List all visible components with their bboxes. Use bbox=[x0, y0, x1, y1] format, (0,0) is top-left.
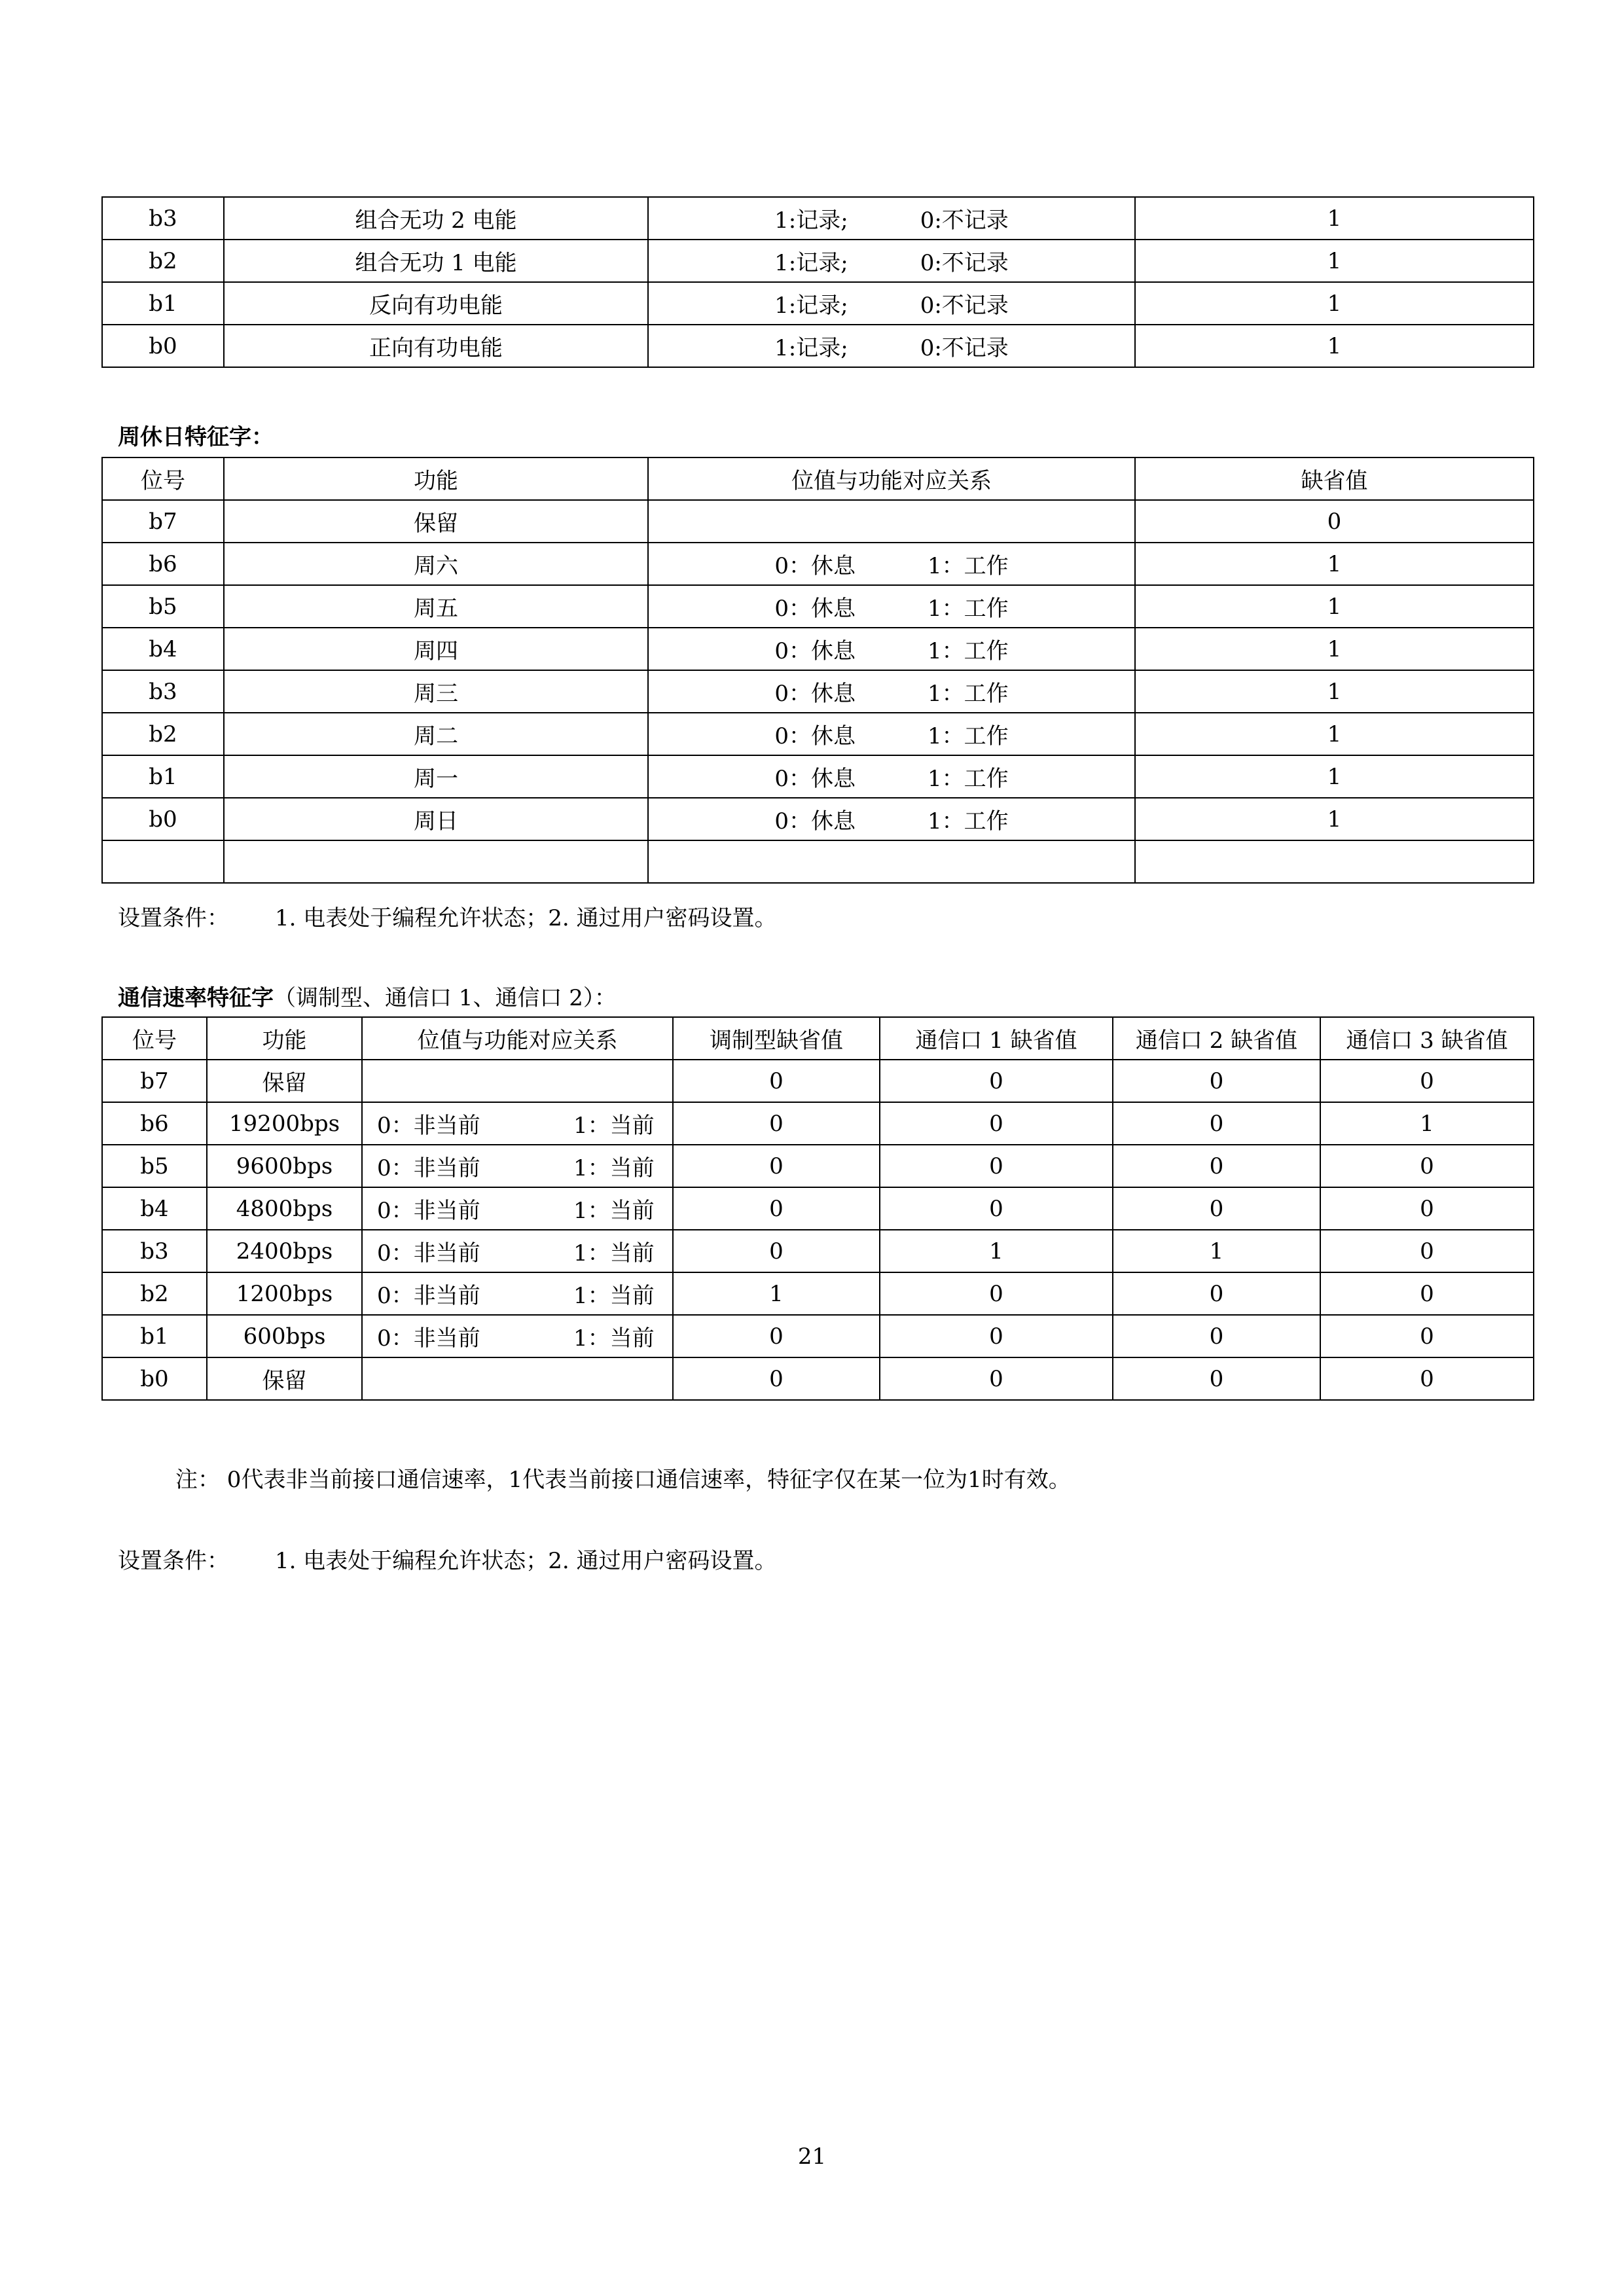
cell-function: 反向有功电能 bbox=[224, 282, 648, 325]
table-row bbox=[102, 1102, 1534, 1145]
condition-text: 1. 电表处于编程允许状态；2. 通过用户密码设置。 bbox=[275, 1548, 777, 1574]
relation-b: 1：工作 bbox=[928, 808, 1009, 834]
cell-port3: 0 bbox=[1320, 1060, 1534, 1102]
cell-port2: 0 bbox=[1113, 1060, 1320, 1102]
header-function: 功能 bbox=[224, 457, 648, 500]
heading-text-bold: 通信速率特征字 bbox=[118, 985, 274, 1011]
cell-default: 0 bbox=[1135, 500, 1534, 543]
cell-port3: 0 bbox=[1320, 1187, 1534, 1230]
cell-function: 周二 bbox=[224, 713, 648, 755]
relation-a: 1:记录; bbox=[774, 250, 848, 276]
cell-modulated: 0 bbox=[673, 1230, 880, 1272]
relation-a: 0：休息 bbox=[774, 681, 856, 707]
cell-function: 600bps bbox=[207, 1315, 362, 1357]
heading-text: 周休日特征字： bbox=[118, 424, 274, 450]
table-row bbox=[102, 840, 1534, 883]
header-bit: 位号 bbox=[102, 457, 224, 500]
header-function: 功能 bbox=[207, 1017, 362, 1060]
cell-bit: b2 bbox=[102, 1272, 207, 1315]
cell-relation bbox=[362, 1230, 673, 1272]
cell-relation bbox=[648, 840, 1135, 883]
cell-function: 周五 bbox=[224, 585, 648, 628]
relation-b: 0:不记录 bbox=[920, 207, 1009, 234]
cell-port2: 0 bbox=[1113, 1357, 1320, 1400]
cell-port2: 1 bbox=[1113, 1230, 1320, 1272]
cell-function: 保留 bbox=[207, 1357, 362, 1400]
condition-text: 1. 电表处于编程允许状态；2. 通过用户密码设置。 bbox=[275, 905, 777, 931]
page-number: 21 bbox=[797, 2144, 827, 2170]
cell-function: 保留 bbox=[207, 1060, 362, 1102]
cell-port2: 0 bbox=[1113, 1187, 1320, 1230]
cell-modulated: 0 bbox=[673, 1102, 880, 1145]
cell-port1: 0 bbox=[880, 1357, 1113, 1400]
relation-b: 0:不记录 bbox=[920, 250, 1009, 276]
cell-default: 1 bbox=[1135, 197, 1534, 240]
cell-relation bbox=[648, 282, 1135, 325]
relation-b: 1：工作 bbox=[928, 596, 1009, 622]
table-row bbox=[102, 1272, 1534, 1315]
cell-default: 1 bbox=[1135, 543, 1534, 585]
cell-relation bbox=[362, 1187, 673, 1230]
cell-default: 1 bbox=[1135, 240, 1534, 282]
cell-modulated: 0 bbox=[673, 1060, 880, 1102]
cell-relation bbox=[648, 197, 1135, 240]
cell-bit: b4 bbox=[102, 628, 224, 670]
relation-a: 0：非当前 bbox=[377, 1283, 480, 1309]
table-baudrate-features bbox=[101, 1016, 1534, 1401]
table-header-row bbox=[102, 1017, 1534, 1060]
cell-port1: 0 bbox=[880, 1060, 1113, 1102]
cell-bit: b2 bbox=[102, 240, 224, 282]
relation-a: 1:记录; bbox=[774, 207, 848, 234]
cell-relation bbox=[648, 585, 1135, 628]
cell-default bbox=[1135, 840, 1534, 883]
cell-port3: 0 bbox=[1320, 1272, 1534, 1315]
relation-a: 0：非当前 bbox=[377, 1240, 480, 1266]
relation-b: 1：当前 bbox=[573, 1325, 655, 1352]
relation-a: 0：休息 bbox=[774, 808, 856, 834]
header-port2-default: 通信口 2 缺省值 bbox=[1113, 1017, 1320, 1060]
condition-label: 设置条件： bbox=[118, 1548, 229, 1574]
relation-a: 1:记录; bbox=[774, 335, 848, 361]
cell-default: 1 bbox=[1135, 798, 1534, 840]
table-row bbox=[102, 1187, 1534, 1230]
cell-function: 组合无功 2 电能 bbox=[224, 197, 648, 240]
table-row bbox=[102, 798, 1534, 840]
cell-bit: b1 bbox=[102, 1315, 207, 1357]
cell-port1: 0 bbox=[880, 1145, 1113, 1187]
table-row bbox=[102, 543, 1534, 585]
cell-bit: b2 bbox=[102, 713, 224, 755]
condition-label: 设置条件： bbox=[118, 905, 229, 931]
cell-default: 1 bbox=[1135, 282, 1534, 325]
note-baudrate: 注： 0代表非当前接口通信速率，1代表当前接口通信速率，特征字仅在某一位为1时有效。 bbox=[175, 1467, 1071, 1493]
cell-default: 1 bbox=[1135, 713, 1534, 755]
cell-port1: 1 bbox=[880, 1230, 1113, 1272]
relation-b: 1：当前 bbox=[573, 1198, 655, 1224]
relation-b: 0:不记录 bbox=[920, 293, 1009, 319]
cell-relation bbox=[648, 500, 1135, 543]
cell-port1: 0 bbox=[880, 1102, 1113, 1145]
relation-a: 0：休息 bbox=[774, 596, 856, 622]
header-modulated-default: 调制型缺省值 bbox=[673, 1017, 880, 1060]
relation-b: 1：当前 bbox=[573, 1240, 655, 1266]
cell-port1: 0 bbox=[880, 1315, 1113, 1357]
table-row bbox=[102, 713, 1534, 755]
table2-body bbox=[102, 457, 1534, 883]
cell-function: 周六 bbox=[224, 543, 648, 585]
cell-bit: b1 bbox=[102, 755, 224, 798]
cell-bit: b0 bbox=[102, 325, 224, 367]
relation-b: 1：工作 bbox=[928, 681, 1009, 707]
header-relation: 位值与功能对应关系 bbox=[648, 457, 1135, 500]
table-row bbox=[102, 1060, 1534, 1102]
header-default: 缺省值 bbox=[1135, 457, 1534, 500]
cell-modulated: 1 bbox=[673, 1272, 880, 1315]
table-row bbox=[102, 1315, 1534, 1357]
cell-port2: 0 bbox=[1113, 1145, 1320, 1187]
table1-body bbox=[102, 197, 1534, 367]
cell-bit: b0 bbox=[102, 798, 224, 840]
cell-function: 周一 bbox=[224, 755, 648, 798]
header-relation: 位值与功能对应关系 bbox=[362, 1017, 673, 1060]
table3-body bbox=[102, 1017, 1534, 1400]
cell-relation bbox=[648, 325, 1135, 367]
cell-bit: b4 bbox=[102, 1187, 207, 1230]
cell-port3: 0 bbox=[1320, 1145, 1534, 1187]
cell-bit: b7 bbox=[102, 1060, 207, 1102]
cell-modulated: 0 bbox=[673, 1357, 880, 1400]
relation-a: 1:记录; bbox=[774, 293, 848, 319]
cell-relation bbox=[362, 1102, 673, 1145]
cell-default: 1 bbox=[1135, 670, 1534, 713]
cell-default: 1 bbox=[1135, 585, 1534, 628]
table-row bbox=[102, 670, 1534, 713]
cell-relation bbox=[648, 240, 1135, 282]
relation-a: 0：休息 bbox=[774, 553, 856, 579]
cell-function bbox=[224, 840, 648, 883]
cell-function: 1200bps bbox=[207, 1272, 362, 1315]
relation-a: 0：非当前 bbox=[377, 1325, 480, 1352]
cell-function: 组合无功 1 电能 bbox=[224, 240, 648, 282]
cell-bit: b3 bbox=[102, 197, 224, 240]
cell-function: 周日 bbox=[224, 798, 648, 840]
table-weekend-features bbox=[101, 457, 1534, 884]
table-row bbox=[102, 282, 1534, 325]
cell-bit: b5 bbox=[102, 585, 224, 628]
cell-default: 1 bbox=[1135, 628, 1534, 670]
cell-relation bbox=[362, 1357, 673, 1400]
relation-a: 0：休息 bbox=[774, 766, 856, 792]
cell-bit: b7 bbox=[102, 500, 224, 543]
cell-relation bbox=[648, 798, 1135, 840]
relation-a: 0：休息 bbox=[774, 723, 856, 749]
table-record-features bbox=[101, 196, 1534, 368]
setting-condition-baudrate bbox=[118, 1543, 777, 1575]
cell-relation bbox=[648, 628, 1135, 670]
header-bit: 位号 bbox=[102, 1017, 207, 1060]
relation-b: 0:不记录 bbox=[920, 335, 1009, 361]
cell-port1: 0 bbox=[880, 1187, 1113, 1230]
cell-function: 正向有功电能 bbox=[224, 325, 648, 367]
relation-b: 1：当前 bbox=[573, 1155, 655, 1181]
table-header-row bbox=[102, 457, 1534, 500]
cell-function: 2400bps bbox=[207, 1230, 362, 1272]
cell-function: 4800bps bbox=[207, 1187, 362, 1230]
cell-bit: b6 bbox=[102, 1102, 207, 1145]
cell-relation bbox=[648, 713, 1135, 755]
section-heading-weekend bbox=[118, 419, 274, 451]
relation-b: 1：当前 bbox=[573, 1283, 655, 1309]
cell-bit: b1 bbox=[102, 282, 224, 325]
cell-bit: b3 bbox=[102, 670, 224, 713]
setting-condition-weekend bbox=[118, 900, 777, 932]
header-port1-default: 通信口 1 缺省值 bbox=[880, 1017, 1113, 1060]
cell-modulated: 0 bbox=[673, 1187, 880, 1230]
cell-relation bbox=[362, 1315, 673, 1357]
heading-text-rest: （调制型、通信口 1、通信口 2）： bbox=[274, 985, 617, 1011]
relation-a: 0：非当前 bbox=[377, 1155, 480, 1181]
relation-b: 1：工作 bbox=[928, 766, 1009, 792]
table-row bbox=[102, 628, 1534, 670]
table-row bbox=[102, 240, 1534, 282]
cell-bit: b6 bbox=[102, 543, 224, 585]
relation-a: 0：非当前 bbox=[377, 1198, 480, 1224]
cell-function: 9600bps bbox=[207, 1145, 362, 1187]
cell-bit: b0 bbox=[102, 1357, 207, 1400]
table-row bbox=[102, 325, 1534, 367]
cell-relation bbox=[362, 1272, 673, 1315]
cell-relation bbox=[648, 755, 1135, 798]
table-row bbox=[102, 1145, 1534, 1187]
cell-default: 1 bbox=[1135, 325, 1534, 367]
cell-function: 保留 bbox=[224, 500, 648, 543]
cell-port3: 0 bbox=[1320, 1315, 1534, 1357]
relation-b: 1：工作 bbox=[928, 553, 1009, 579]
cell-default: 1 bbox=[1135, 755, 1534, 798]
relation-b: 1：工作 bbox=[928, 638, 1009, 664]
cell-port1: 0 bbox=[880, 1272, 1113, 1315]
cell-function: 周三 bbox=[224, 670, 648, 713]
cell-modulated: 0 bbox=[673, 1145, 880, 1187]
relation-a: 0：非当前 bbox=[377, 1113, 480, 1139]
cell-function: 周四 bbox=[224, 628, 648, 670]
cell-port2: 0 bbox=[1113, 1102, 1320, 1145]
section-heading-baudrate bbox=[118, 980, 617, 1012]
header-port3-default: 通信口 3 缺省值 bbox=[1320, 1017, 1534, 1060]
cell-bit bbox=[102, 840, 224, 883]
table-row bbox=[102, 1357, 1534, 1400]
cell-relation bbox=[648, 670, 1135, 713]
relation-b: 1：当前 bbox=[573, 1113, 655, 1139]
cell-port3: 0 bbox=[1320, 1230, 1534, 1272]
table-row bbox=[102, 1230, 1534, 1272]
relation-b: 1：工作 bbox=[928, 723, 1009, 749]
table-row bbox=[102, 197, 1534, 240]
cell-bit: b3 bbox=[102, 1230, 207, 1272]
relation-a: 0：休息 bbox=[774, 638, 856, 664]
cell-bit: b5 bbox=[102, 1145, 207, 1187]
table-row bbox=[102, 500, 1534, 543]
cell-port2: 0 bbox=[1113, 1315, 1320, 1357]
table-row bbox=[102, 755, 1534, 798]
table-row bbox=[102, 585, 1534, 628]
cell-relation bbox=[648, 543, 1135, 585]
cell-port3: 1 bbox=[1320, 1102, 1534, 1145]
cell-modulated: 0 bbox=[673, 1315, 880, 1357]
cell-port2: 0 bbox=[1113, 1272, 1320, 1315]
cell-relation bbox=[362, 1060, 673, 1102]
cell-function: 19200bps bbox=[207, 1102, 362, 1145]
cell-port3: 0 bbox=[1320, 1357, 1534, 1400]
cell-relation bbox=[362, 1145, 673, 1187]
